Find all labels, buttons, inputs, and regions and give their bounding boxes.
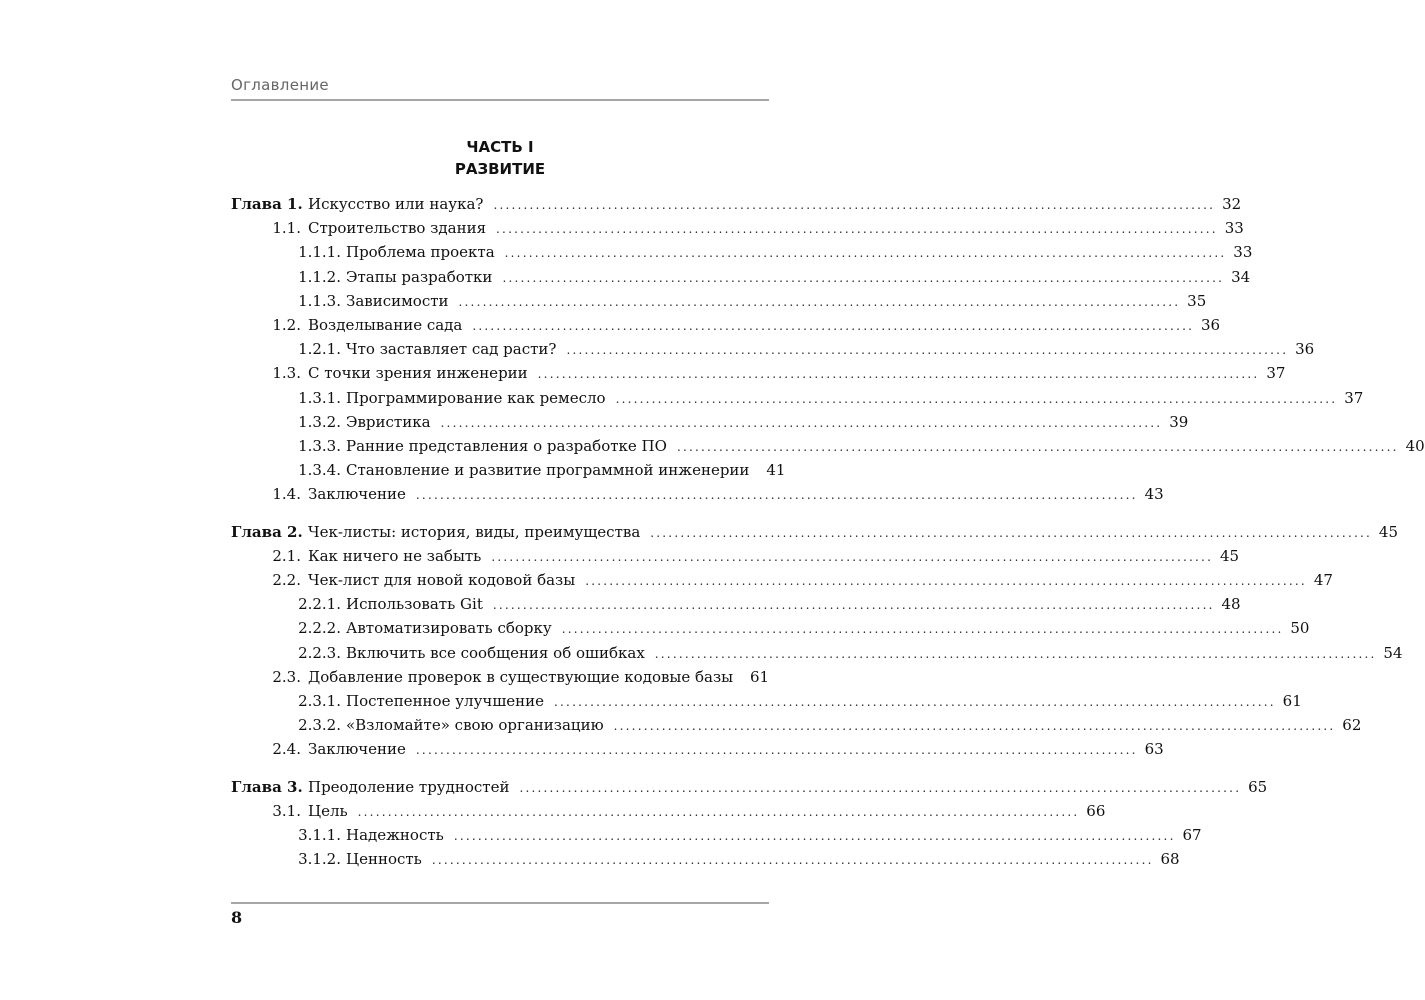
toc-entry-title: Ценность bbox=[346, 850, 422, 869]
toc-entry-title: Эвристика bbox=[346, 412, 431, 431]
toc-entry-section bbox=[231, 800, 1106, 822]
toc-entry-title: Как ничего не забыть bbox=[308, 546, 482, 565]
dot-leader: ........................................................................................................................ bbox=[613, 719, 1336, 734]
dot-leader: ........................................................................................................................ bbox=[357, 804, 1080, 819]
toc-entry-number: 1.1.1. bbox=[298, 243, 341, 262]
toc-entry-section bbox=[231, 217, 1244, 239]
toc-entry-page: 33 bbox=[1224, 219, 1244, 238]
toc-entry-title: Что заставляет сад расти? bbox=[346, 340, 557, 359]
toc-entry-number: 1.3.3. bbox=[298, 437, 341, 455]
toc-entry-page: 62 bbox=[1342, 716, 1362, 735]
dot-leader: ........................................................................................................................ bbox=[537, 367, 1260, 382]
toc-entry-subsection bbox=[231, 690, 1302, 712]
toc-entry-page: 50 bbox=[1290, 619, 1310, 638]
toc-entry-title: Надежность bbox=[346, 826, 444, 844]
toc-entry-title: Добавление проверок в существующие кодовые базы bbox=[308, 667, 734, 686]
toc-entry-page: 45 bbox=[1378, 522, 1398, 541]
toc-entry-title: Строительство здания bbox=[308, 219, 487, 238]
toc-entry-subsection bbox=[231, 824, 1202, 846]
toc-entry-number: 2.4. bbox=[272, 740, 301, 759]
dot-leader: ........................................................................................................................ bbox=[458, 294, 1181, 309]
toc-entry-title: «Взломайте» свою организацию bbox=[346, 716, 604, 735]
toc-entry-page: 61 bbox=[1282, 692, 1302, 710]
toc-entry-title: Цель bbox=[308, 801, 348, 820]
part-number: ЧАСТЬ I bbox=[466, 138, 534, 156]
toc-entry-number: Глава 1. bbox=[231, 195, 303, 213]
toc-entry-chapter bbox=[231, 776, 1268, 798]
toc-entry-title: Зависимости bbox=[346, 291, 449, 310]
toc-entry-section bbox=[231, 483, 1164, 505]
toc-entry-page: 68 bbox=[1160, 850, 1180, 869]
toc-entry-number: 1.1.3. bbox=[298, 291, 341, 310]
dot-leader: ........................................................................................................................ bbox=[492, 598, 1215, 613]
toc-entry-number: 2.2. bbox=[272, 571, 301, 589]
toc-entry-subsection bbox=[231, 642, 1403, 664]
toc-entry-subsection bbox=[231, 617, 1310, 639]
toc-entry-page: 36 bbox=[1201, 316, 1221, 334]
toc-entry-number: 2.3.2. bbox=[298, 716, 341, 735]
dot-leader: ........................................................................................................................ bbox=[504, 246, 1227, 261]
toc-entry-number: 3.1.2. bbox=[298, 850, 341, 869]
toc-entry-section bbox=[231, 545, 1240, 567]
toc-entry-page: 67 bbox=[1182, 826, 1202, 844]
toc-entry-section bbox=[231, 666, 769, 688]
dot-leader: ........................................................................................................................ bbox=[431, 853, 1154, 868]
toc-entry-page: 32 bbox=[1222, 195, 1242, 213]
header-rule bbox=[231, 99, 769, 101]
toc-entry-title: Этапы разработки bbox=[346, 267, 493, 286]
toc-entry-title: Чек-лист для новой кодовой базы bbox=[308, 571, 576, 589]
dot-leader: ........................................................................................................................ bbox=[415, 488, 1138, 503]
toc-entry-number: 1.4. bbox=[272, 485, 301, 504]
footer-rule bbox=[231, 902, 769, 904]
toc-entry-number: 1.3.2. bbox=[298, 412, 341, 431]
toc-entry-page: 33 bbox=[1233, 243, 1253, 262]
toc-entry-subsection bbox=[231, 411, 1189, 433]
toc-entry-page: 34 bbox=[1231, 267, 1251, 286]
toc-entry-number: 2.3.1. bbox=[298, 692, 341, 710]
toc-entry-number: 2.2.1. bbox=[298, 595, 341, 614]
dot-leader: ........................................................................................................................ bbox=[493, 198, 1216, 212]
toc-entry-number: Глава 2. bbox=[231, 522, 303, 541]
dot-leader: ........................................................................................................................ bbox=[554, 695, 1276, 709]
toc-entry-title: Ранние представления о разработке ПО bbox=[346, 437, 667, 455]
toc-entry-subsection bbox=[231, 459, 786, 481]
toc-entry-section bbox=[231, 738, 1164, 760]
toc-entry-page: 63 bbox=[1144, 740, 1164, 759]
toc-entry-page: 40 bbox=[1405, 437, 1425, 455]
header-title: Оглавление bbox=[231, 76, 329, 94]
toc-entry-title: С точки зрения инженерии bbox=[308, 364, 528, 383]
toc-entry-title: Искусство или наука? bbox=[308, 195, 484, 213]
toc-entry-title: Преодоление трудностей bbox=[308, 777, 510, 796]
toc-entry-title: Программирование как ремесло bbox=[346, 388, 606, 407]
toc-entry-section bbox=[231, 362, 1286, 384]
toc-entry-number: 1.1.2. bbox=[298, 267, 341, 286]
toc-entry-page: 39 bbox=[1169, 412, 1189, 431]
dot-leader: ........................................................................................................................ bbox=[440, 415, 1163, 430]
toc-entry-title: Заключение bbox=[308, 740, 406, 759]
dot-leader: ........................................................................................................................ bbox=[585, 574, 1307, 588]
dot-leader: ........................................................................................................................ bbox=[472, 319, 1195, 333]
toc-entry-page: 54 bbox=[1383, 643, 1403, 662]
toc-entry-page: 36 bbox=[1295, 340, 1315, 359]
toc-entry-title: Постепенное улучшение bbox=[346, 692, 545, 710]
toc-entry-number: 2.2.3. bbox=[298, 643, 341, 662]
toc-entry-subsection bbox=[231, 241, 1253, 263]
toc-entry-subsection bbox=[231, 435, 1425, 457]
toc-entry-title: Проблема проекта bbox=[346, 243, 495, 262]
toc-entry-page: 43 bbox=[1144, 485, 1164, 504]
dot-leader: ........................................................................................................................ bbox=[519, 780, 1242, 795]
toc-entry-chapter bbox=[231, 193, 1242, 215]
toc-entry-title: Использовать Git bbox=[346, 595, 483, 614]
dot-leader: ........................................................................................................................ bbox=[615, 391, 1338, 406]
toc-entry-page: 66 bbox=[1086, 801, 1106, 820]
dot-leader: ........................................................................................................................ bbox=[415, 743, 1138, 758]
toc-entry-section bbox=[231, 314, 1221, 336]
dot-leader: ........................................................................................................................ bbox=[502, 270, 1225, 285]
toc-entry-number: 3.1.1. bbox=[298, 826, 341, 844]
toc-entry-number: 1.3. bbox=[272, 364, 301, 383]
toc-entry-subsection bbox=[231, 714, 1362, 736]
dot-leader: ........................................................................................................................ bbox=[566, 343, 1289, 358]
dot-leader: ........................................................................................................................ bbox=[654, 646, 1377, 661]
toc-entry-number: 1.3.4. bbox=[298, 461, 341, 480]
toc-entry-subsection bbox=[231, 338, 1315, 360]
toc-entry-title: Заключение bbox=[308, 485, 406, 504]
page-number: 8 bbox=[231, 908, 243, 927]
part-title: РАЗВИТИЕ bbox=[454, 160, 546, 178]
toc-entry-page: 35 bbox=[1187, 291, 1207, 310]
dot-leader: ........................................................................................................................ bbox=[650, 525, 1372, 540]
toc-entry-subsection bbox=[231, 848, 1180, 870]
dot-leader: ........................................................................................................................ bbox=[676, 440, 1399, 454]
toc-entry-number: Глава 3. bbox=[231, 777, 303, 796]
toc-entry-subsection bbox=[231, 266, 1251, 288]
toc-entry-title: Автоматизировать сборку bbox=[346, 619, 552, 638]
toc-entry-chapter bbox=[231, 521, 1398, 543]
toc-entry-title: Возделывание сада bbox=[308, 316, 463, 334]
toc-entry-page: 65 bbox=[1248, 777, 1268, 796]
toc-entry-number: 1.1. bbox=[272, 219, 301, 238]
toc-entry-number: 1.2. bbox=[272, 316, 301, 334]
dot-leader: ........................................................................................................................ bbox=[491, 549, 1214, 564]
toc-entry-page: 48 bbox=[1221, 595, 1241, 614]
toc-entry-subsection bbox=[231, 290, 1207, 312]
toc-entry-subsection bbox=[231, 387, 1364, 409]
toc-entry-number: 3.1. bbox=[272, 801, 301, 820]
toc-entry-number: 2.2.2. bbox=[298, 619, 341, 638]
toc-entry-subsection bbox=[231, 593, 1241, 615]
toc-entry-number: 2.3. bbox=[272, 667, 301, 686]
toc-entry-page: 45 bbox=[1219, 546, 1240, 565]
toc-entry-title: Чек-листы: история, виды, преимущества bbox=[308, 522, 641, 541]
toc-entry-page: 37 bbox=[1266, 364, 1286, 383]
toc-entry-page: 41 bbox=[766, 461, 786, 480]
toc-entry-page: 47 bbox=[1313, 571, 1333, 589]
toc-entry-number: 2.1. bbox=[272, 546, 301, 565]
toc-entry-section bbox=[231, 569, 1333, 591]
toc-entry-title: Включить все сообщения об ошибках bbox=[346, 643, 645, 662]
toc-entry-title: Становление и развитие программной инженерии bbox=[346, 461, 750, 480]
toc-entry-number: 1.3.1. bbox=[298, 388, 341, 407]
dot-leader: ........................................................................................................................ bbox=[453, 829, 1176, 843]
dot-leader: ........................................................................................................................ bbox=[496, 222, 1218, 237]
toc-entry-page: 37 bbox=[1344, 388, 1364, 407]
toc-entry-page: 61 bbox=[750, 667, 770, 686]
toc-entry-number: 1.2.1. bbox=[298, 340, 341, 359]
dot-leader: ........................................................................................................................ bbox=[561, 622, 1284, 637]
